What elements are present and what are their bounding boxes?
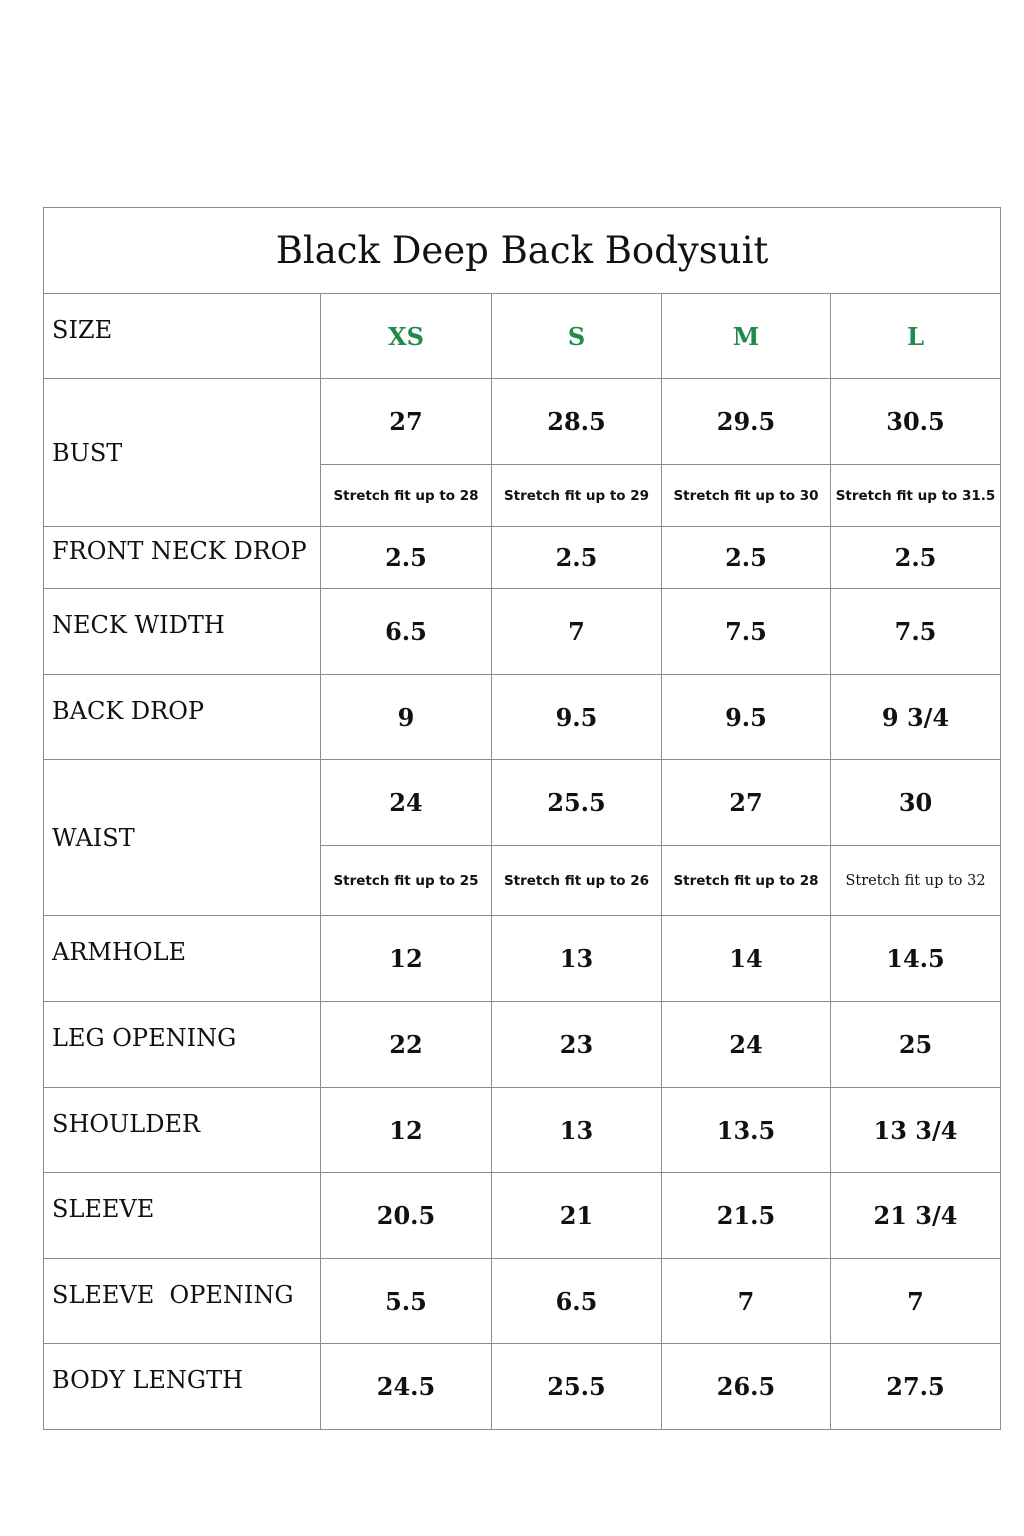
leg-opening-m: 24 — [662, 1002, 831, 1088]
armhole-xs: 12 — [321, 916, 492, 1002]
bust-m: 29.5 — [662, 379, 831, 465]
bust-xs: 27 — [321, 379, 492, 465]
shoulder-s: 13 — [492, 1088, 662, 1173]
chart-title: Black Deep Back Bodysuit — [44, 208, 1001, 294]
shoulder-l: 13 3/4 — [831, 1088, 1001, 1173]
body-length-label: BODY LENGTH — [52, 1366, 244, 1394]
bust-note-m: Stretch fit up to 30 — [662, 465, 831, 527]
table-row — [44, 589, 1001, 675]
bust-label: BUST — [52, 438, 123, 467]
sleeve-opening-m: 7 — [662, 1259, 831, 1344]
row-label-bust — [44, 379, 321, 527]
sleeve-m: 21.5 — [662, 1173, 831, 1259]
front-neck-drop-xs: 2.5 — [321, 527, 492, 589]
waist-m: 27 — [662, 760, 831, 846]
row-label-neck-width — [44, 589, 321, 675]
shoulder-xs: 12 — [321, 1088, 492, 1173]
leg-opening-l: 25 — [831, 1002, 1001, 1088]
sleeve-opening-label: SLEEVE OPENING — [52, 1281, 294, 1309]
waist-note-m: Stretch fit up to 28 — [662, 846, 831, 916]
table-row — [44, 527, 1001, 589]
row-label-size — [44, 294, 321, 379]
armhole-s: 13 — [492, 916, 662, 1002]
sleeve-opening-s: 6.5 — [492, 1259, 662, 1344]
sleeve-l: 21 3/4 — [831, 1173, 1001, 1259]
back-drop-label: BACK DROP — [52, 697, 205, 725]
table-row — [44, 1173, 1001, 1259]
neck-width-s: 7 — [492, 589, 662, 675]
size-s: S — [492, 294, 662, 379]
leg-opening-xs: 22 — [321, 1002, 492, 1088]
back-drop-l: 9 3/4 — [831, 675, 1001, 760]
size-header-row — [44, 294, 1001, 379]
body-length-s: 25.5 — [492, 1344, 662, 1430]
neck-width-l: 7.5 — [831, 589, 1001, 675]
table-row — [44, 379, 1001, 465]
table-row — [44, 760, 1001, 846]
table-row — [44, 1259, 1001, 1344]
shoulder-m: 13.5 — [662, 1088, 831, 1173]
waist-note-s: Stretch fit up to 26 — [492, 846, 662, 916]
size-m: M — [662, 294, 831, 379]
neck-width-xs: 6.5 — [321, 589, 492, 675]
size-xs: XS — [321, 294, 492, 379]
sleeve-opening-l: 7 — [831, 1259, 1001, 1344]
size-chart-table — [43, 207, 1001, 1430]
row-label-armhole — [44, 916, 321, 1002]
bust-note-s: Stretch fit up to 29 — [492, 465, 662, 527]
waist-note-l: Stretch fit up to 32 — [831, 846, 1001, 916]
bust-l: 30.5 — [831, 379, 1001, 465]
table-row — [44, 916, 1001, 1002]
size-label: SIZE — [52, 316, 113, 344]
table-row — [44, 1344, 1001, 1430]
body-length-xs: 24.5 — [321, 1344, 492, 1430]
sleeve-s: 21 — [492, 1173, 662, 1259]
leg-opening-label: LEG OPENING — [52, 1024, 237, 1052]
armhole-label: ARMHOLE — [52, 938, 187, 966]
row-label-leg-opening — [44, 1002, 321, 1088]
shoulder-label: SHOULDER — [52, 1110, 201, 1138]
row-label-front-neck-drop — [44, 527, 321, 589]
back-drop-m: 9.5 — [662, 675, 831, 760]
waist-s: 25.5 — [492, 760, 662, 846]
waist-label: WAIST — [52, 823, 135, 852]
front-neck-drop-m: 2.5 — [662, 527, 831, 589]
table-row — [44, 1088, 1001, 1173]
bust-note-l: Stretch fit up to 31.5 — [831, 465, 1001, 527]
sleeve-xs: 20.5 — [321, 1173, 492, 1259]
size-l: L — [831, 294, 1001, 379]
row-label-body-length — [44, 1344, 321, 1430]
back-drop-s: 9.5 — [492, 675, 662, 760]
row-label-back-drop — [44, 675, 321, 760]
body-length-l: 27.5 — [831, 1344, 1001, 1430]
body-length-m: 26.5 — [662, 1344, 831, 1430]
front-neck-drop-s: 2.5 — [492, 527, 662, 589]
leg-opening-s: 23 — [492, 1002, 662, 1088]
front-neck-drop-label: FRONT NECK DROP — [52, 537, 307, 565]
row-label-sleeve-opening — [44, 1259, 321, 1344]
waist-l: 30 — [831, 760, 1001, 846]
table-row — [44, 675, 1001, 760]
size-chart — [43, 207, 1001, 1430]
neck-width-label: NECK WIDTH — [52, 611, 225, 639]
sleeve-label: SLEEVE — [52, 1195, 155, 1223]
row-label-sleeve — [44, 1173, 321, 1259]
waist-note-xs: Stretch fit up to 25 — [321, 846, 492, 916]
neck-width-m: 7.5 — [662, 589, 831, 675]
table-row — [44, 1002, 1001, 1088]
waist-xs: 24 — [321, 760, 492, 846]
armhole-l: 14.5 — [831, 916, 1001, 1002]
armhole-m: 14 — [662, 916, 831, 1002]
front-neck-drop-l: 2.5 — [831, 527, 1001, 589]
row-label-waist — [44, 760, 321, 916]
bust-note-xs: Stretch fit up to 28 — [321, 465, 492, 527]
back-drop-xs: 9 — [321, 675, 492, 760]
sleeve-opening-xs: 5.5 — [321, 1259, 492, 1344]
row-label-shoulder — [44, 1088, 321, 1173]
bust-s: 28.5 — [492, 379, 662, 465]
title-row — [44, 208, 1001, 294]
